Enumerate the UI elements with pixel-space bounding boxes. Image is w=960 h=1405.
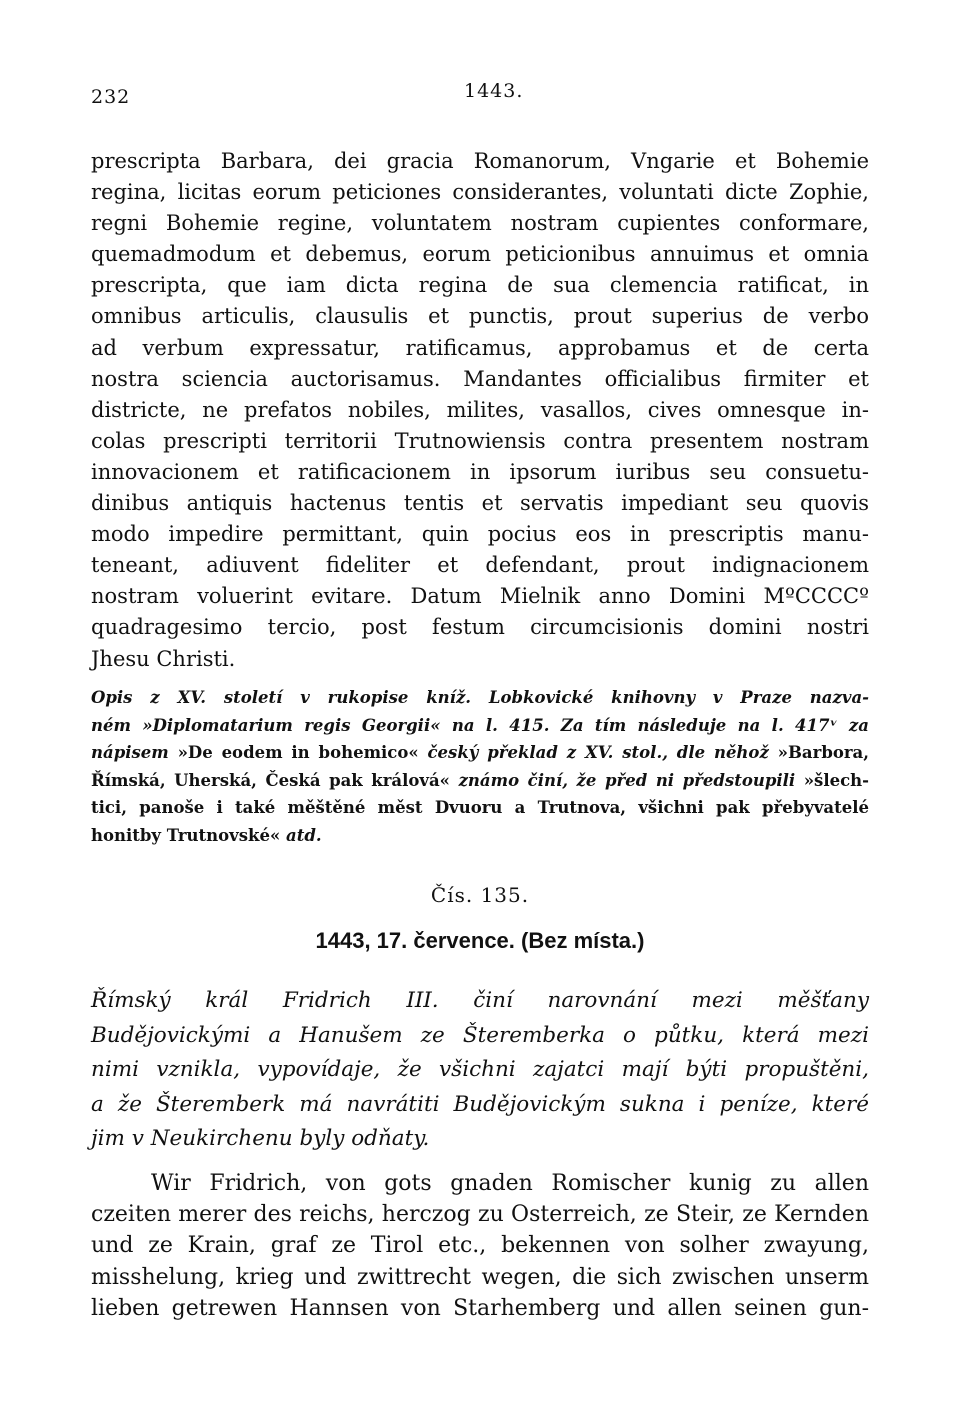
text-line: innovacionem et ratificacionem in ipsorum iuribus seu consuetu- xyxy=(91,459,869,484)
regest-line: nimi vznikla, vypovídaje, že všichni zajatci mají býti propuštěni, xyxy=(91,1057,869,1082)
note-line: tici, panoše i také měštěné měst Dvuoru a Trutnova, všichni pak přebyvatelé xyxy=(91,798,869,817)
text-line: quemadmodum et debemus, eorum peticionibus annuimus et omnia xyxy=(91,242,869,267)
note-line xyxy=(91,739,869,767)
text-line: teneant, adiuvent fideliter et defendant, prout indignacionem xyxy=(91,553,869,578)
note-span: »šlech- xyxy=(803,770,869,790)
note-span: Římská, Uherská, Česká pak králová« xyxy=(91,770,459,790)
text-line: prescripta, que iam dicta regina de sua clemencia ratificat, in xyxy=(91,273,869,298)
note-span: »Barbora, xyxy=(777,743,869,762)
page-number: 232 xyxy=(91,86,131,108)
running-head-year: 1443. xyxy=(464,80,524,102)
text-line: misshelung, krieg und zwittrecht wegen, die sich zwischen unserm xyxy=(91,1264,869,1290)
text-line: dinibus antiquis hactenus tentis et servatis impediant seu quovis xyxy=(91,491,869,516)
note-span: »De eodem in bohemico« xyxy=(177,743,428,762)
text-line: regni Bohemie regine, voluntatem nostram cupientes conformare, xyxy=(91,211,869,236)
page-header xyxy=(91,80,871,116)
text-line: modo impedire permittant, quin pocius eos in prescriptis manu- xyxy=(91,522,869,547)
regest-line: Římský král Fridrich III. činí narovnání mezi měšťany xyxy=(91,988,869,1013)
text-line: und ze Krain, graf ze Tirol etc., bekennen von solher zwayung, xyxy=(91,1233,869,1259)
text-line: Wir Fridrich, von gots gnaden Romischer kunig zu allen xyxy=(151,1171,869,1196)
regest-line: a že Šteremberk má navrátiti Budějovickým sukna i peníze, které xyxy=(91,1091,869,1117)
note-span: nápisem xyxy=(91,743,178,762)
document-date-heading: 1443, 17. července. (Bez místa.) xyxy=(315,928,645,953)
text-line: regina, licitas eorum peticiones considerantes, voluntati dicte Zophie, xyxy=(91,180,869,205)
german-text-body xyxy=(91,1168,869,1324)
note-span: český překlad z XV. stol., dle něhož xyxy=(427,743,778,762)
text-line: colas prescripti territorii Trutnowiensis contra presentem nostram xyxy=(91,428,869,453)
regest-summary xyxy=(91,984,869,1157)
note-span: známo činí, že před ni předstoupili xyxy=(458,770,804,790)
note-span: honitby Trutnovské« xyxy=(91,825,287,845)
text-line: omnibus articulis, clausulis et punctis, prout superius de verbo xyxy=(91,304,869,329)
note-line xyxy=(91,822,869,850)
note-line xyxy=(91,767,869,795)
note-line: ném »Diplomatarium regis Georgii« na l. 415. Za tím následuje na l. 417ᵛ za xyxy=(91,715,869,735)
regest-line: Budějovickými a Hanušem ze Šteremberka o půtku, která mezi xyxy=(91,1022,869,1048)
source-note xyxy=(91,684,869,849)
text-line: nostram voluerint evitare. Datum Mielnik anno Domini MºCCCCº xyxy=(91,584,869,609)
text-line: prescripta Barbara, dei gracia Romanorum, Vngarie et Bohemie xyxy=(91,149,869,173)
document-number: Čís. 135. xyxy=(430,883,530,907)
text-line: districte, ne prefatos nobiles, milites, vasallos, cives omnesque in- xyxy=(91,397,869,422)
text-line: quadragesimo tercio, post festum circumcisionis domini nostri xyxy=(91,615,869,640)
regest-line: jim v Neukirchenu byly odňaty. xyxy=(91,1126,430,1151)
latin-text-body xyxy=(91,146,869,675)
note-span: atd. xyxy=(286,825,322,845)
text-line: nostra sciencia auctorisamus. Mandantes officialibus firmiter et xyxy=(91,366,869,391)
text-line: ad verbum expressatur, ratificamus, approbamus et de certa xyxy=(91,335,869,360)
text-line: czeiten merer des reichs, herczog zu Osterreich, ze Steir, ze Kernden xyxy=(91,1202,869,1228)
note-line: Opis z XV. století v rukopise kníž. Lobkovické knihovny v Praze nazva- xyxy=(91,688,869,707)
text-line: lieben getrewen Hannsen von Starhemberg und allen seinen gun- xyxy=(91,1295,869,1321)
text-line: Jhesu Christi. xyxy=(91,646,236,671)
